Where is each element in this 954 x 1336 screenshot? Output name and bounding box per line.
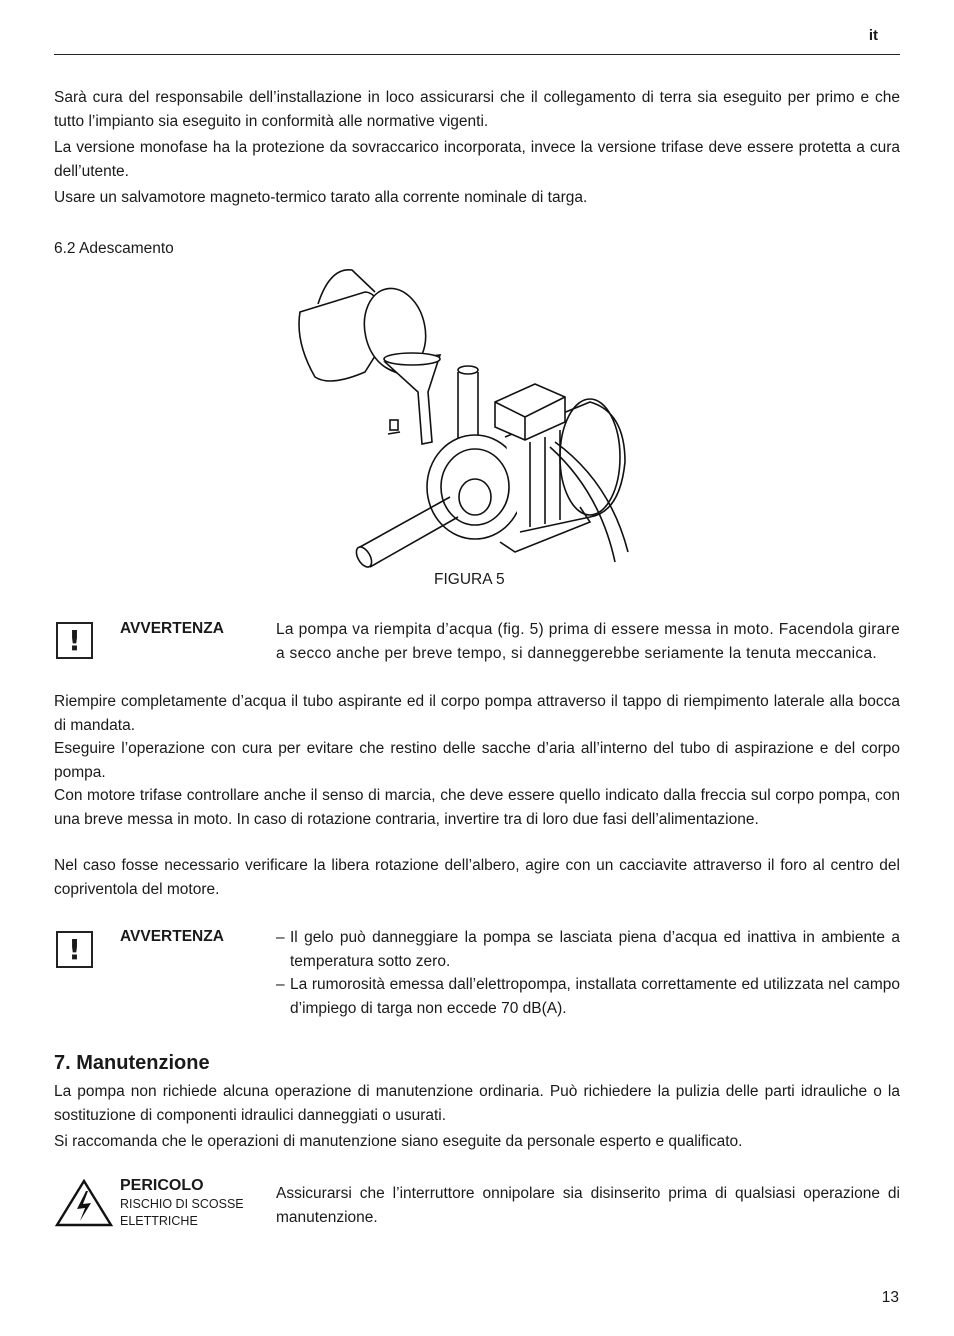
body-paragraph-rotation: Con motore trifase controllare anche il senso di marcia, che deve essere quello indicato dalla freccia sul corpo pompa, con una breve messa in moto. In caso di rotazione contraria, invertire tra di loro due fasi dell’alimentazione. bbox=[54, 787, 900, 828]
intro-paragraph-grounding: Sarà cura del responsabile dell’installazione in loco assicurarsi che il collegamento di terra sia eseguito per primo e che tutto l’impianto sia eseguito in conformità alle normative vigenti. bbox=[54, 89, 900, 130]
section-7-title: 7. Manutenzione bbox=[54, 1052, 210, 1074]
header-rule bbox=[54, 54, 900, 55]
warning-list-item: – Il gelo può danneggiare la pompa se lasciata piena d’acqua ed inattiva in ambiente a temperatura sotto zero. bbox=[276, 929, 900, 970]
warning-icon: ! bbox=[56, 931, 93, 968]
danger-label: PERICOLO bbox=[120, 1177, 204, 1194]
figure-caption: FIGURA 5 bbox=[434, 571, 505, 588]
warning-label: AVVERTENZA bbox=[120, 928, 224, 945]
language-code: it bbox=[868, 27, 878, 44]
maintenance-paragraph: La pompa non richiede alcuna operazione di manutenzione ordinaria. Può richiedere la pulizia delle parti idrauliche o la sostituzione di componenti idraulici danneggiati o usurati. bbox=[54, 1083, 900, 1124]
warning-text: La pompa va riempita d’acqua (fig. 5) prima di essere messa in moto. Facendola girare a secco anche per breve tempo, si danneggerebbe seriamente la tenuta meccanica. bbox=[276, 621, 900, 662]
pump-priming-illustration bbox=[290, 262, 640, 572]
warning-icon: ! bbox=[56, 622, 93, 659]
page-number: 13 bbox=[881, 1289, 899, 1306]
danger-sublabel: RISCHIO DI SCOSSE bbox=[120, 1197, 244, 1211]
body-paragraph-fill: Riempire completamente d’acqua il tubo aspirante ed il corpo pompa attraverso il tappo di riempimento laterale alla bocca di mandata. bbox=[54, 693, 900, 734]
maintenance-personnel-paragraph: Si raccomanda che le operazioni di manutenzione siano eseguite da personale esperto e qualificato. bbox=[54, 1133, 743, 1150]
intro-paragraph-motor-protector: Usare un salvamotore magneto-termico tarato alla corrente nominale di targa. bbox=[54, 189, 588, 206]
danger-text: Assicurarsi che l’interruttore onnipolare sia disinserito prima di qualsiasi operazione di manutenzione. bbox=[276, 1185, 900, 1226]
warning-label: AVVERTENZA bbox=[120, 620, 224, 637]
danger-sublabel: ELETTRICHE bbox=[120, 1214, 198, 1228]
intro-paragraph-overload: La versione monofase ha la protezione da sovraccarico incorporata, invece la versione trifase deve essere protetta a cura dell’utente. bbox=[54, 139, 900, 180]
warning-list-item: – La rumorosità emessa dall’elettropompa, installata correttamente ed utilizzata nel campo d’impiego di targa non eccede 70 dB(A). bbox=[276, 976, 900, 1017]
electric-shock-icon bbox=[55, 1179, 113, 1227]
body-paragraph-shaft: Nel caso fosse necessario verificare la libera rotazione dell’albero, agire con un cacciavite attraverso il foro al centro del copriventola del motore. bbox=[54, 857, 900, 898]
body-paragraph-air: Eseguire l’operazione con cura per evitare che restino delle sacche d’aria all’interno del tubo di aspirazione e del corpo pompa. bbox=[54, 740, 900, 781]
section-6-2-title: 6.2 Adescamento bbox=[54, 240, 174, 257]
